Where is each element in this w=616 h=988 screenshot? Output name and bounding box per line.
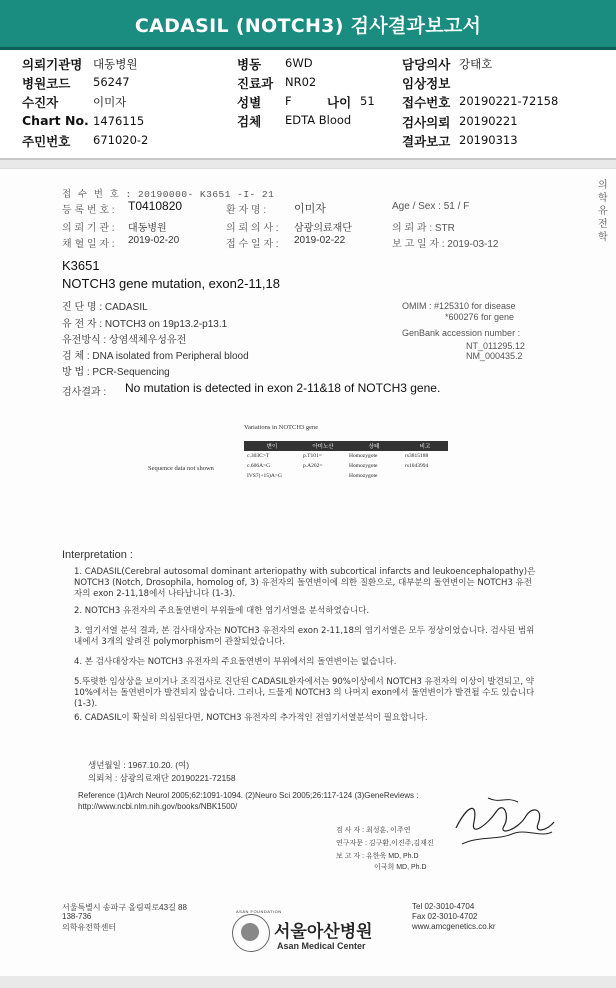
variation-caption: Variations in NOTCH3 gene — [244, 424, 319, 431]
staff-line: 이국희 MD, Ph.D — [374, 864, 427, 871]
header-value: 이미자 — [93, 95, 127, 109]
reference-link: http://www.ncbi.nlm.nih.gov/books/NBK1500/ — [78, 802, 238, 811]
omim-disease: OMIM : #125310 for disease — [402, 301, 516, 311]
address-line: 서울특별시 송파구 올림픽로43길 88 — [62, 903, 187, 912]
column-header: 변이 — [244, 441, 300, 451]
header-label: 진료과 — [237, 76, 274, 91]
header-label: 나이 — [327, 95, 352, 110]
logo-text: ASAN FOUNDATION — [236, 909, 282, 914]
header-label: Chart No. — [22, 113, 89, 128]
omim-gene: *600276 for gene — [445, 312, 515, 322]
hospital-name-kr: 서울아산병원 — [274, 922, 373, 942]
title-bar — [0, 0, 616, 50]
table-cell: c.303C>T — [247, 453, 270, 459]
header-label: 담당의사 — [402, 57, 451, 72]
header-value: EDTA Blood — [285, 113, 352, 127]
doctor-label: 의 뢰 의 사 : — [226, 223, 279, 234]
reg-label: 등 록 번 호 : — [62, 205, 115, 216]
patient-name: 이미자 — [294, 203, 326, 215]
collect-label: 채 혈 일 자 : — [62, 239, 115, 250]
genbank-nt: NT_011295.12 — [466, 341, 525, 351]
header-value: 6WD — [285, 56, 313, 70]
header-value: 671020-2 — [93, 133, 149, 147]
separator-band — [0, 160, 616, 168]
header-label: 검사의뢰 — [402, 115, 451, 130]
interpretation-item: 6. CADASIL이 확실히 의심된다면, NOTCH3 유전자의 추가적인 전염기서열분석이 필요합니다. — [74, 713, 428, 723]
table-header-row — [244, 441, 448, 451]
inst-value: 대동병원 — [128, 223, 167, 234]
table-cell: rs3815188 — [405, 453, 429, 459]
table-cell: IVS7(+15)A>G — [247, 473, 282, 479]
header-value: 20190221-72158 — [459, 94, 559, 108]
reg-number: T0410820 — [128, 199, 183, 213]
interpretation-item: 2. NOTCH3 유전자의 주요돌연변이 부위들에 대한 염기서열을 분석하였습니다. — [74, 606, 370, 616]
dept: 의 뢰 과 : STR — [392, 223, 455, 234]
interpretation-body — [74, 567, 536, 724]
table-cell: p.T101= — [303, 453, 322, 459]
fax: Fax 02-3010-4702 — [412, 912, 478, 921]
column-header: 비고 — [402, 441, 448, 451]
table-row — [244, 451, 448, 461]
table-cell: Homozygote — [349, 463, 378, 469]
interpretation-item: 4. 본 검사대상자는 NOTCH3 유전자의 주요돌연변이 부위에서의 돌연변이는 없습니다. — [74, 657, 397, 667]
header-value: 51 — [360, 94, 375, 108]
report-header — [0, 55, 616, 155]
referral: 의뢰처 : 삼광의료재단 20190221-72158 — [88, 773, 236, 783]
header-label: 수진자 — [22, 95, 59, 110]
side-label: 의학유전학 — [598, 180, 608, 243]
header-label: 검체 — [237, 114, 262, 129]
asan-logo-emblem — [241, 923, 259, 941]
address-line: 138-736 — [62, 912, 92, 921]
interpretation-item: 3. 염기서열 분석 결과, 본 검사대상자는 NOTCH3 유전자의 exon 2-11,18의 염기서열은 모두 정상이었습니다. 검사된 범위내에서 3개의 알려진 polymorphism이 관찰되었습니다. — [74, 626, 535, 647]
genbank-label: GenBank accession number : — [402, 328, 521, 338]
table-row — [244, 471, 448, 481]
references: Reference (1)Arch Neurol 2005;62:1091-1094. (2)Neuro Sci 2005;26:117-124 (3)GeneReviews : — [78, 791, 419, 800]
gene: 유 전 자 : NOTCH3 on 19p13.2-p13.1 — [62, 319, 228, 330]
inheritance: 유전방식 : 상염색체우성유전 — [62, 335, 187, 346]
website: www.amcgenetics.co.kr — [412, 922, 496, 931]
column-header: 상태 — [346, 441, 402, 451]
doctor-value: 삼광의료재단 — [294, 223, 352, 234]
column-header: 아미노산 — [300, 441, 346, 451]
header-value: NR02 — [285, 75, 317, 89]
header-value: 56247 — [93, 75, 130, 89]
header-value: 20190313 — [459, 133, 518, 147]
header-label: 성별 — [237, 95, 262, 110]
sequence-note: Sequence data not shown — [148, 465, 214, 472]
accession-line: 접 수 번 호 : 20190000- K3651 -I- 21 — [62, 189, 275, 200]
header-value: 1476115 — [93, 114, 145, 128]
table-cell: rs1043994 — [405, 463, 429, 469]
header-label: 접수번호 — [402, 95, 451, 110]
specimen: 검 체 : DNA isolated from Peripheral blood — [62, 351, 249, 362]
page-title: CADASIL (NOTCH3) 검사결과보고서 — [134, 15, 482, 37]
diagnosis: 진 단 명 : CADASIL — [62, 302, 148, 313]
scanned-report — [0, 168, 616, 977]
patient-label: 환 자 명 : — [226, 205, 267, 216]
table-cell: Homozygote — [349, 473, 378, 479]
result-label: 검사결과 : — [62, 387, 107, 398]
report-date: 보 고 일 자 : 2019-03-12 — [392, 239, 499, 250]
interpretation-item: 1. CADASIL(Cerebral autosomal dominant arteriopathy with subcortical infarcts and leukoencephalopathy)은 NOTCH3 (Notch, Drosophila, homolog of, 3) 유전자의 돌연변이에 의한 질환으로, 대부분의 돌연변이는 NOTCH3 유전자의 exon 2-11,18에서 나타납니다 (1-3). — [74, 567, 536, 599]
birth-date: 생년월일 : 1967.10.20. (여) — [88, 760, 190, 770]
receive-label: 접 수 일 자 : — [226, 239, 279, 250]
method: 방 법 : PCR-Sequencing — [62, 367, 170, 378]
header-value: F — [285, 94, 292, 108]
header-label: 주민번호 — [22, 134, 71, 149]
variation-table — [244, 441, 448, 481]
header-value: 대동병원 — [93, 57, 138, 71]
table-cell — [402, 471, 448, 481]
interpretation-item: 5.뚜렷한 임상상을 보이거나 조직검사로 진단된 CADASIL환자에서는 90%이상에서 NOTCH3 유전자의 이상이 발견되고, 약 10%에서는 돌연변이가 발견되지 않습니다. 그러나, 드물게 NOTCH3 의 나머지 exon에서 돌연변이가 발견될 수도 있습니다 (1-3). — [74, 677, 535, 709]
signature — [448, 794, 560, 854]
staff-line: 검 사 자 : 최성훈, 이주연 — [336, 827, 411, 834]
header-label: 결과보고 — [402, 134, 451, 149]
address-line: 의학유전학센터 — [62, 923, 117, 932]
header-value: 강태호 — [459, 57, 493, 71]
phone: Tel 02-3010-4704 — [412, 902, 475, 911]
inst-label: 의 뢰 기 관 : — [62, 223, 115, 234]
table-cell — [300, 471, 346, 481]
table-cell: p.A202= — [303, 463, 323, 469]
interpretation-title: Interpretation : — [62, 549, 133, 561]
header-label: 임상정보 — [402, 76, 451, 91]
header-value: 20190221 — [459, 114, 518, 128]
collect-date: 2019-02-20 — [128, 235, 180, 246]
table-cell: Homozygote — [349, 453, 378, 459]
genbank-nm: NM_000435.2 — [466, 351, 523, 361]
header-label: 병원코드 — [22, 76, 71, 91]
hospital-name-en: Asan Medical Center — [277, 941, 366, 951]
receive-date: 2019-02-22 — [294, 235, 346, 246]
staff-line: 연구자문 : 김구환,이진주,김재진 — [336, 840, 434, 847]
header-label: 의뢰기관명 — [22, 57, 83, 72]
age-sex: Age / Sex : 51 / F — [392, 201, 470, 212]
test-code: K3651 — [62, 258, 100, 273]
table-row — [244, 461, 448, 471]
table-cell: c.606A>G — [247, 463, 271, 469]
bottom-band — [0, 976, 616, 988]
test-name: NOTCH3 gene mutation, exon2-11,18 — [62, 276, 280, 291]
result-text: No mutation is detected in exon 2-11&18 of NOTCH3 gene. — [125, 381, 441, 395]
staff-line: 보 고 자 : 유한욱 MD, Ph.D — [336, 853, 419, 860]
header-label: 병동 — [237, 57, 262, 72]
